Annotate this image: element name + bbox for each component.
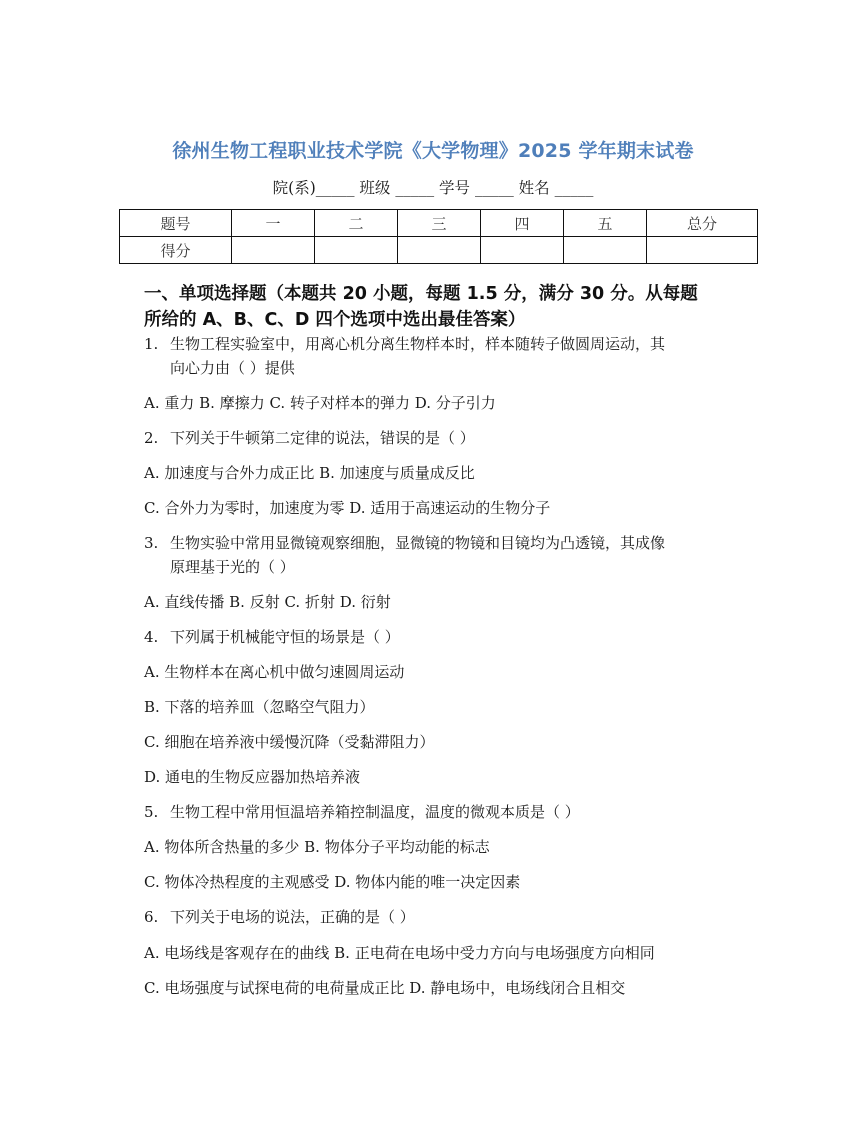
student-info-line: 院(系)_____ 班级 _____ 学号 _____ 姓名 _____ bbox=[272, 179, 594, 197]
question-1-stem-continued: 向心力由（ ）提供 bbox=[170, 359, 295, 377]
question-4-option-b: B. 下落的培养皿（忽略空气阻力） bbox=[144, 698, 375, 716]
question-5-options-ab: A. 物体所含热量的多少 B. 物体分子平均动能的标志 bbox=[144, 838, 490, 856]
question-3-stem bbox=[144, 532, 665, 553]
cell-section-2: 二 bbox=[315, 210, 398, 237]
score-table-score-row bbox=[120, 237, 758, 264]
score-table bbox=[119, 209, 758, 264]
question-6-stem bbox=[144, 906, 415, 927]
question-6-options-cd: C. 电场强度与试探电荷的电荷量成正比 D. 静电场中，电场线闭合且相交 bbox=[144, 979, 626, 997]
question-number: 1. bbox=[144, 335, 159, 353]
cell-score-4 bbox=[481, 237, 564, 264]
question-3-stem-continued: 原理基于光的（ ） bbox=[170, 558, 295, 576]
cell-score-1 bbox=[232, 237, 315, 264]
section-1-heading bbox=[144, 281, 744, 333]
cell-score-3 bbox=[398, 237, 481, 264]
cell-section-1: 一 bbox=[232, 210, 315, 237]
question-text: 生物工程实验室中，用离心机分离生物样本时，样本随转子做圆周运动，其 bbox=[170, 335, 666, 353]
question-text: 生物工程中常用恒温培养箱控制温度，温度的微观本质是（ ） bbox=[170, 803, 580, 821]
question-4-option-c: C. 细胞在培养液中缓慢沉降（受黏滞阻力） bbox=[144, 733, 435, 751]
cell-question-number-label: 题号 bbox=[120, 210, 232, 237]
question-1-stem bbox=[144, 333, 665, 354]
question-4-option-d: D. 通电的生物反应器加热培养液 bbox=[144, 768, 361, 786]
cell-score-5 bbox=[564, 237, 647, 264]
question-6-options-ab: A. 电场线是客观存在的曲线 B. 正电荷在电场中受力方向与电场强度方向相同 bbox=[144, 944, 655, 962]
question-number: 5. bbox=[144, 803, 159, 821]
cell-score-2 bbox=[315, 237, 398, 264]
section-1-heading-line-1: 一、单项选择题（本题共 20 小题，每题 1.5 分，满分 30 分。从每题 bbox=[144, 284, 698, 304]
question-text: 生物实验中常用显微镜观察细胞，显微镜的物镜和目镜均为凸透镜，其成像 bbox=[170, 534, 666, 552]
question-5-options-cd: C. 物体冷热程度的主观感受 D. 物体内能的唯一决定因素 bbox=[144, 873, 521, 891]
question-text: 下列关于电场的说法，正确的是（ ） bbox=[170, 908, 415, 926]
question-1-options: A. 重力 B. 摩擦力 C. 转子对样本的弹力 D. 分子引力 bbox=[144, 394, 496, 412]
question-number: 4. bbox=[144, 628, 159, 646]
question-3-options: A. 直线传播 B. 反射 C. 折射 D. 衍射 bbox=[144, 593, 391, 611]
cell-section-5: 五 bbox=[564, 210, 647, 237]
question-number: 6. bbox=[144, 908, 159, 926]
question-number: 3. bbox=[144, 534, 159, 552]
question-2-stem bbox=[144, 427, 475, 448]
section-1-heading-line-2: 所给的 A、B、C、D 四个选项中选出最佳答案） bbox=[144, 310, 526, 330]
question-4-option-a: A. 生物样本在离心机中做匀速圆周运动 bbox=[144, 663, 405, 681]
cell-total: 总分 bbox=[647, 210, 758, 237]
question-5-stem bbox=[144, 801, 580, 822]
question-text: 下列关于牛顿第二定律的说法，错误的是（ ） bbox=[170, 429, 475, 447]
question-2-options-ab: A. 加速度与合外力成正比 B. 加速度与质量成反比 bbox=[144, 464, 475, 482]
score-table-header-row bbox=[120, 210, 758, 237]
question-2-options-cd: C. 合外力为零时，加速度为零 D. 适用于高速运动的生物分子 bbox=[144, 499, 551, 517]
cell-section-3: 三 bbox=[398, 210, 481, 237]
cell-score-label: 得分 bbox=[120, 237, 232, 264]
question-4-stem bbox=[144, 626, 400, 647]
exam-title: 徐州生物工程职业技术学院《大学物理》2025 学年期末试卷 bbox=[172, 140, 694, 162]
cell-section-4: 四 bbox=[481, 210, 564, 237]
question-text: 下列属于机械能守恒的场景是（ ） bbox=[170, 628, 400, 646]
question-number: 2. bbox=[144, 429, 159, 447]
cell-score-total bbox=[647, 237, 758, 264]
